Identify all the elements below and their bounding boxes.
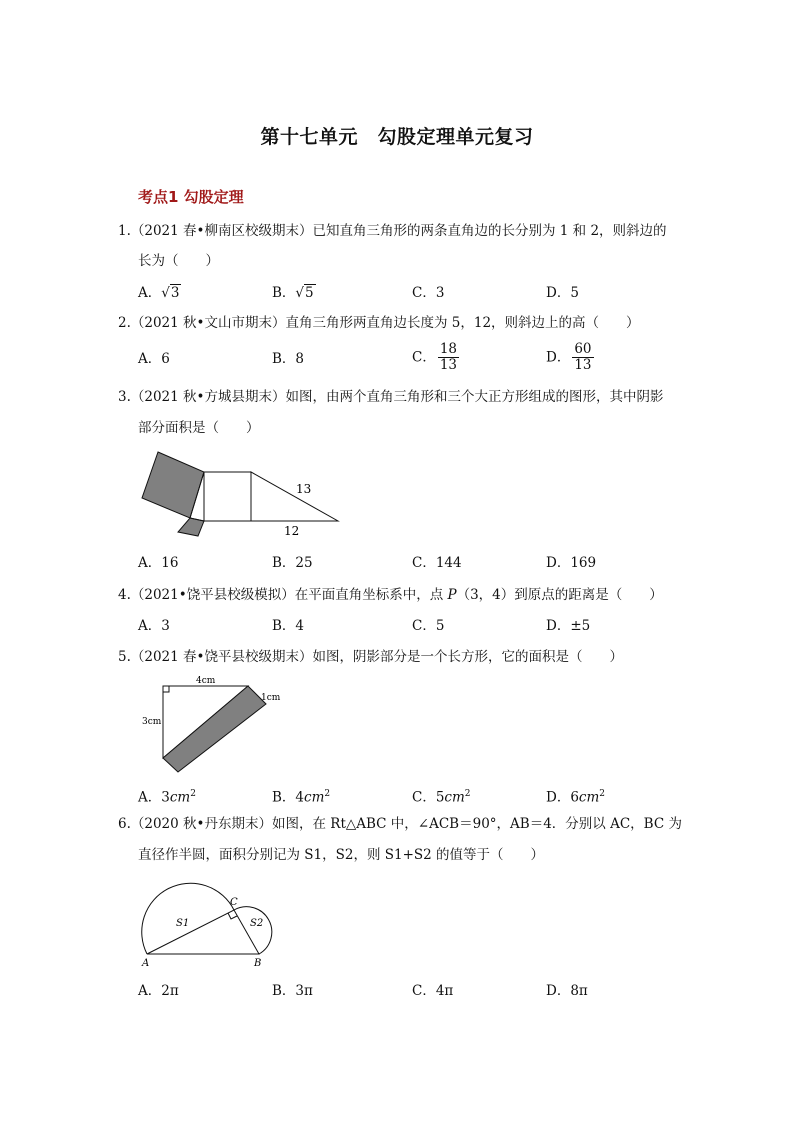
- q3-shaded-square-small: [178, 518, 204, 536]
- q2-option-c: [412, 342, 459, 373]
- q6-label-c: C: [230, 897, 238, 908]
- q6-label-a: A: [142, 958, 150, 969]
- denominator: 13: [439, 357, 458, 373]
- unit: cm: [444, 789, 465, 806]
- q5-option-d: [546, 785, 605, 807]
- unit: cm: [304, 789, 325, 806]
- q5-label-right: 1cm: [261, 693, 281, 703]
- q6-option-b: B．3π: [272, 983, 313, 999]
- q4-line1-post: （3，4）到原点的距离是（ ）: [456, 587, 663, 603]
- q3-line1: 3.（2021 秋•方城县期末）如图，由两个直角三角形和三个大正方形组成的图形，其中阴影: [118, 389, 664, 405]
- q6-option-c: C．4π: [412, 983, 454, 999]
- q2-option-c-fraction: [438, 342, 459, 373]
- q5-option-b: [272, 785, 330, 807]
- page-title: 第十七单元 勾股定理单元复习: [260, 126, 534, 148]
- q6-label-b: B: [254, 958, 262, 969]
- q5-option-b-label: B．4: [272, 789, 305, 806]
- q1-option-b: [272, 284, 316, 302]
- q1-option-c: C．3: [412, 285, 445, 301]
- q1-option-a-radicand: 3: [170, 285, 180, 301]
- q2-option-d-fraction: [572, 342, 593, 373]
- q6-figure: [138, 874, 303, 972]
- q3-option-c: C．144: [412, 555, 462, 571]
- q2-option-a: A．6: [138, 351, 170, 367]
- q1-option-d: D．5: [546, 285, 579, 301]
- q2-option-d: [546, 342, 594, 373]
- q1-option-b-label: B．: [272, 285, 296, 301]
- q5-option-a: [138, 785, 196, 807]
- q2-option-b: B．8: [272, 351, 305, 367]
- q5-option-c-label: C．5: [412, 789, 445, 806]
- q2-option-c-label: C．: [412, 349, 436, 366]
- q3-line2: 部分面积是（ ）: [138, 420, 260, 436]
- q3-right-triangle: [251, 472, 338, 521]
- q3-label-13: 13: [296, 482, 312, 496]
- q6-semicircle-bc: [234, 907, 272, 954]
- q6-option-a: A．2π: [138, 983, 179, 999]
- q4-point-p: P: [447, 587, 457, 603]
- q1-line2: 长为（ ）: [138, 253, 219, 269]
- q2-line1: 2.（2021 秋•文山市期末）直角三角形两直角边长度为 5，12，则斜边上的高（ ）: [118, 315, 640, 331]
- q3-square: [204, 472, 251, 521]
- q5-option-a-label: A．3: [138, 789, 170, 806]
- q4-option-a: A．3: [138, 618, 170, 634]
- numerator: 60: [574, 341, 592, 357]
- q6-label-s1: S1: [176, 918, 190, 929]
- q5-option-c: [412, 785, 471, 807]
- sqrt-sign: √: [295, 285, 305, 301]
- q6-triangle-abc: [147, 910, 259, 954]
- exponent: 2: [190, 789, 196, 799]
- q4-option-b: B．4: [272, 618, 305, 634]
- q4-option-c: C．5: [412, 618, 445, 634]
- q1-line1: 1.（2021 春•柳南区校级期末）已知直角三角形的两条直角边的长分别为 1 和 2，则斜边的: [118, 223, 667, 239]
- q5-label-left: 3cm: [142, 717, 162, 727]
- q4-line1-pre: 4.（2021•饶平县校级模拟）在平面直角坐标系中，点: [118, 587, 448, 603]
- sqrt-sign: √: [161, 285, 170, 301]
- exponent: 2: [464, 789, 471, 799]
- q3-option-d: D．169: [546, 555, 597, 571]
- q6-option-d: D．8π: [546, 983, 588, 999]
- q5-line1: 5.（2021 春•饶平县校级期末）如图，阴影部分是一个长方形，它的面积是（ ）: [118, 649, 623, 665]
- numerator: 18: [439, 341, 458, 357]
- q2-option-d-label: D．: [546, 349, 571, 366]
- exponent: 2: [324, 789, 331, 799]
- q4-line1: [118, 586, 663, 604]
- q3-option-a: A．16: [138, 555, 179, 571]
- unit: cm: [169, 789, 191, 806]
- q1-option-a: [138, 284, 181, 302]
- q1-option-b-radicand: 5: [305, 285, 314, 301]
- q5-option-d-label: D．6: [546, 789, 579, 806]
- q6-label-s2: S2: [250, 918, 264, 929]
- q5-figure: [138, 674, 288, 778]
- q3-shaded-square-large: [142, 452, 204, 518]
- exponent: 2: [599, 789, 606, 799]
- q6-line2: 直径作半圆，面积分别记为 S1，S2，则 S1+S2 的值等于（ ）: [138, 847, 545, 863]
- q4-option-d: D．±5: [546, 618, 591, 634]
- unit: cm: [578, 789, 600, 806]
- q5-label-top: 4cm: [196, 676, 216, 686]
- section-title: 考点1 勾股定理: [138, 188, 244, 206]
- q6-line1: 6.（2020 秋•丹东期末）如图，在 Rt△ABC 中，∠ACB＝90°，AB＝4．分别以 AC，BC 为: [118, 816, 682, 832]
- q1-option-a-label: A．: [138, 285, 162, 301]
- q3-figure: [138, 448, 348, 540]
- q3-label-12: 12: [284, 524, 300, 538]
- denominator: 13: [574, 357, 592, 373]
- q3-option-b: B．25: [272, 555, 313, 571]
